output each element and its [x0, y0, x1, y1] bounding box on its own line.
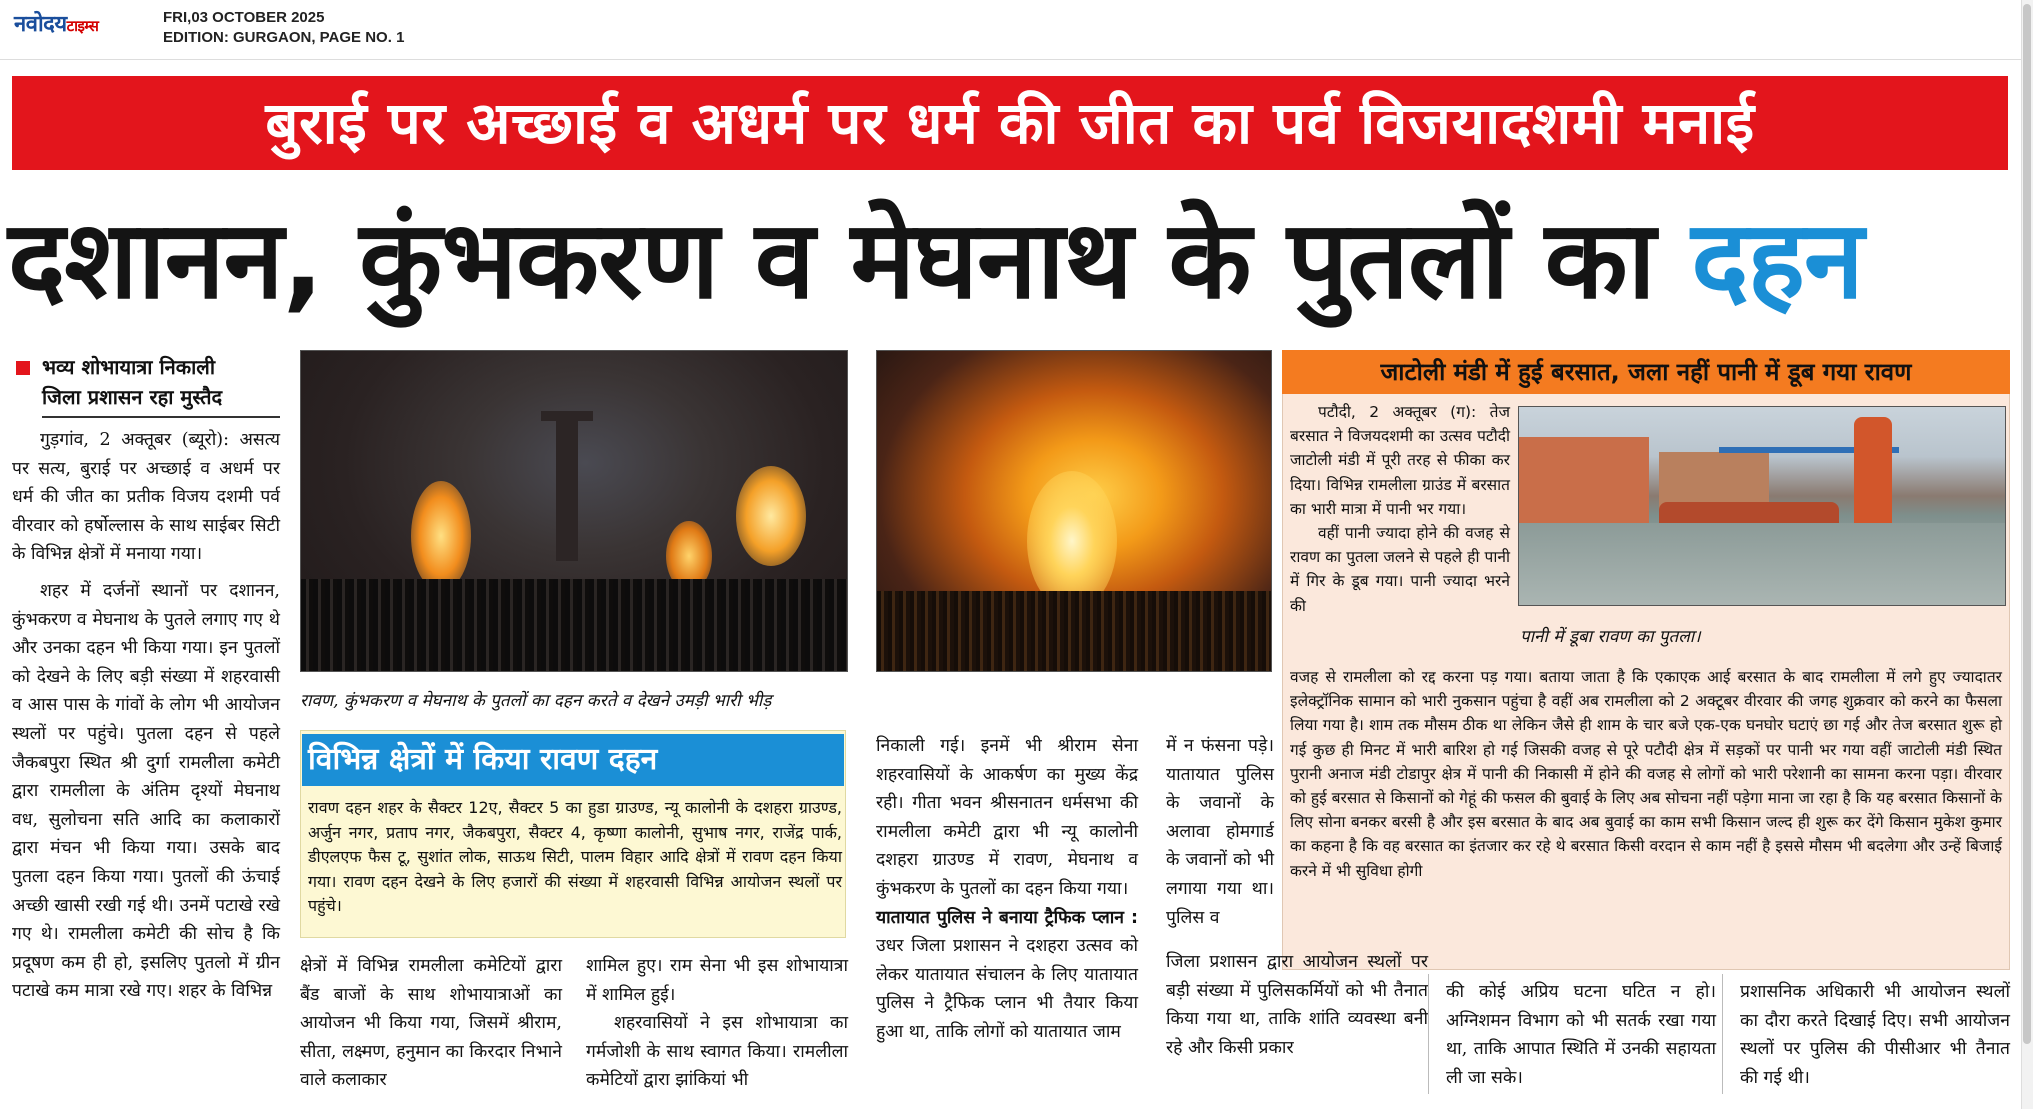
column-3b-text: में न फंसना पड़े। यातायात पुलिस के जवानों के अलावा होमगार्ड के जवानों को भी लगाया गया था। पुलिस व: [1166, 736, 1274, 928]
scrollbar-thumb[interactable]: [2023, 4, 2031, 1044]
issue-date: FRI,03 OCTOBER 2025: [163, 9, 325, 26]
column-divider: [1722, 974, 1723, 1094]
deck-line-2: जिला प्रशासन रहा मुस्तैद: [42, 382, 280, 418]
lead-column: [12, 352, 280, 1006]
effigy-burning-photo-2: [876, 350, 1272, 672]
traffic-plan-text: उधर जिला प्रशासन ने दशहरा उत्सव को लेकर यातायात संचालन के लिए यातायात पुलिस ने ट्रैफिक प्लान भी तैयार किया हुआ था, ताकि लोगों को यातायात जाम: [876, 936, 1138, 1042]
column-4: [1446, 978, 1716, 1092]
column-mid-2-text-b: शहरवासियों ने इस शोभायात्रा का गर्मजोशी के साथ स्वागत किया। रामलीला कमेटियों द्वारा झांकियां भी: [586, 1013, 848, 1091]
bullet-square-icon: [16, 361, 30, 375]
side-story-column: [1290, 400, 1510, 618]
column-mid-2: [586, 952, 848, 1095]
vertical-scrollbar[interactable]: [2021, 0, 2033, 1109]
side-story-paragraph-1: पटौदी, 2 अक्तूबर (ग): तेज बरसात ने विजयदशमी का उत्सव पटौदी जाटोली मंडी में पूरी तरह से फीका कर दिया। विभिन्न रामलीला ग्राउंड में बरसात का भारी मात्रा में पानी भर गया।: [1290, 403, 1510, 518]
column-3c-text: जिला प्रशासन द्वारा आयोजन स्थलों पर बड़ी संख्या में पुलिसकर्मियों को भी तैनात किया गया था, ताकि शांति व्यवस्था बनी रहे और किसी प्रकार: [1166, 952, 1428, 1058]
column-mid-1-text: क्षेत्रों में विभिन्न रामलीला कमेटियों द्वारा बैंड बाजों के साथ शोभायात्राओं का आयोजन भी किया गया, जिसमें श्रीराम, सीता, लक्ष्मण, हनुमान का किरदार निभाने वाले कलाकार: [300, 956, 562, 1091]
main-headline: [8, 186, 2018, 336]
masthead: [0, 0, 2033, 60]
traffic-plan-subhead: यातायात पुलिस ने बनाया ट्रैफिक प्लान :: [876, 907, 1138, 928]
column-5: [1740, 978, 2010, 1092]
column-mid-1: [300, 952, 562, 1095]
logo-main: नवोदय: [14, 12, 67, 37]
side-story-photo-caption: पानी में डूबा रावण का पुतला।: [1520, 627, 1701, 647]
column-mid-2-text-a: शामिल हुए। राम सेना भी इस शोभायात्रा में शामिल हुई।: [586, 956, 848, 1005]
edition-page: EDITION: GURGAON, PAGE NO. 1: [163, 29, 405, 46]
flooded-ground-photo: [1518, 406, 2006, 606]
side-story-headline: जाटोली मंडी में हुई बरसात, जला नहीं पानी में डूब गया रावण: [1282, 350, 2010, 394]
lead-paragraph-2: शहर में दर्जनों स्थानों पर दशानन, कुंभकरण व मेघनाथ के पुतले लगाए गए थे और उनका दहन भी किया गया। इन पुतलों को देखने के लिए बड़ी संख्या में शहरवासी व आस पास के गांवों के लोग भी आयोजन स्थलों पर पहुंचे। पुतला दहन से पहले जैकबपुरा स्थित श्री दुर्गा रामलीला कमेटी द्वारा रामलीला के अंतिम दृश्यों मेघनाथ वध, सुलोचना सति आदि का कलाकारों द्वारा मंचन भी किया गया। उसके बाद पुतला दहन किया गया। पुतलों की ऊंचाई अच्छी खासी रखी गई थी। उनमें पटाखे रखे गए थे। रामलीला कमेटी की सोच है कि प्रदूषण कम ही हो, इसलिए पुतलो में ग्रीन पटाखे कम मात्रा रखे गए। शहर के विभिन्न: [12, 580, 280, 1002]
effigy-burning-photo-1: [300, 350, 848, 672]
box-story-headline: विभिन्न क्षेत्रों में किया रावण दहन: [302, 734, 844, 786]
side-story-paragraph-2: वहीं पानी ज्यादा होने की वजह से रावण का पुतला जलने से पहले ही पानी में गिर के डूब गया। पानी ज्यादा भरने की: [1290, 524, 1510, 615]
column-3c: [1166, 948, 1428, 1062]
lead-paragraph-1: गुड़गांव, 2 अक्तूबर (ब्यूरो): असत्य पर सत्य, बुराई पर अच्छाई व अधर्म पर धर्म की जीत का प्रतीक विजय दशमी पर्व वीरवार को हर्षोल्लास के साथ साईबर सिटी के विभिन्न क्षेत्रों में मनाया गया।: [12, 430, 280, 565]
edition-info: [163, 8, 404, 48]
logo-sub: टाइम्स: [66, 17, 99, 35]
box-story-text: रावण दहन शहर के सैक्टर 12ए, सैक्टर 5 का हुडा ग्राउण्ड, न्यू कालोनी के दशहरा ग्राउण्ड, अर्जुन नगर, प्रताप नगर, जैकबपुरा, सैक्टर 4, कृष्णा कालोनी, सुभाष नगर, राजेंद्र पार्क, डीएलएफ फैस टू, सुशांत लोक, साऊथ सिटी, पालम विहार आदि क्षेत्रों में रावण दहन किया गया। रावण दहन देखने के लिए हजारों की संख्या में शहरवासी विभिन्न आयोजन स्थलों पर पहुंचे।: [308, 798, 842, 915]
lead-deck: [12, 352, 280, 418]
column-3b: [1166, 732, 1274, 932]
newspaper-logo[interactable]: [14, 8, 98, 38]
column-3a-text: निकाली गई। इनमें भी श्रीराम सेना शहरवासियों के आकर्षण का मुख्य केंद्र रही। गीता भवन श्रीसनातन धर्मसभा की रामलीला कमेटी द्वारा भी न्यू कालोनी दशहरा ग्राउण्ड में रावण, मेघनाथ व कुंभकरण के पुतलों का दहन किया गया।: [876, 736, 1138, 899]
column-5-text: प्रशासनिक अधिकारी भी आयोजन स्थलों का दौरा करते दिखाई दिए। सभी आयोजन स्थलों पर पुलिस की पीसीआर भी तैनात की गई थी।: [1740, 982, 2010, 1088]
side-story-paragraph-3: वजह से रामलीला को रद्द करना पड़ गया। बताया जाता है कि एकाएक आई बरसात के बाद रामलीला में लगे हुए ज्यादातर इलेक्ट्रॉनिक सामान को भारी नुकसान पहुंचा है वहीं अब रामलीला को 2 अक्टूबर वीरवार की जगह शुक्रवार को करने का फैसला लिया गया है। शाम तक मौसम ठीक था लेकिन जैसे ही शाम के चार बजे एक-एक घनघोर घटाएं छा गई और तेज बरसात शुरू हो गई कुछ ही मिनट में भारी बारिश हो गई जिसकी वजह से पूरे पटौदी क्षेत्र में सड़कों पर पानी भर गया वहीं जाटोली मंडी स्थित पुरानी अनाज मंडी टोडापुर क्षेत्र में पानी की निकासी में होने की वजह से लोगों को भारी परेशानी का सामना करना पड़ा। वीरवार को हुई बरसात से किसानों को गेहूं की फसल की बुवाई के लिए अब सोचना नहीं पड़ेगा माना जा रहा है कि यह बरसात किसानों के लिए सोना बनकर बरसी है और इस बरसात के बाद अब बुवाई का काम सभी किसान जल्द ही शुरू कर देंगे किसान मुकेश कुमार का कहना है कि वह बरसात का इंतजार कर रहे थे बरसात किसी वरदान से काम नहीं है इससे मौसम भी बदलेगा और उन्हें बिजाई करने में भी सुविधा होगी: [1290, 668, 2002, 880]
column-divider: [1428, 974, 1429, 1094]
kicker-headline: बुराई पर अच्छाई व अधर्म पर धर्म की जीत का पर्व विजयादशमी मनाई: [12, 76, 2008, 170]
deck-line-1: भव्य शोभायात्रा निकाली: [42, 355, 216, 379]
photo-caption: रावण, कुंभकरण व मेघनाथ के पुतलों का दहन करते व देखने उमड़ी भारी भीड़: [300, 691, 772, 711]
traffic-plan-section: [876, 904, 1138, 1047]
main-headline-text: दशानन, कुंभकरण व मेघनाथ के पुतलों का: [8, 198, 1655, 323]
main-headline-highlight: दहन: [1691, 198, 1863, 323]
column-4-text: की कोई अप्रिय घटना घटित न हो। अग्निशमन विभाग को भी सतर्क रखा गया था, ताकि आपात स्थिति में उनकी सहायता ली जा सके।: [1446, 982, 1716, 1088]
column-3a: [876, 732, 1138, 1047]
